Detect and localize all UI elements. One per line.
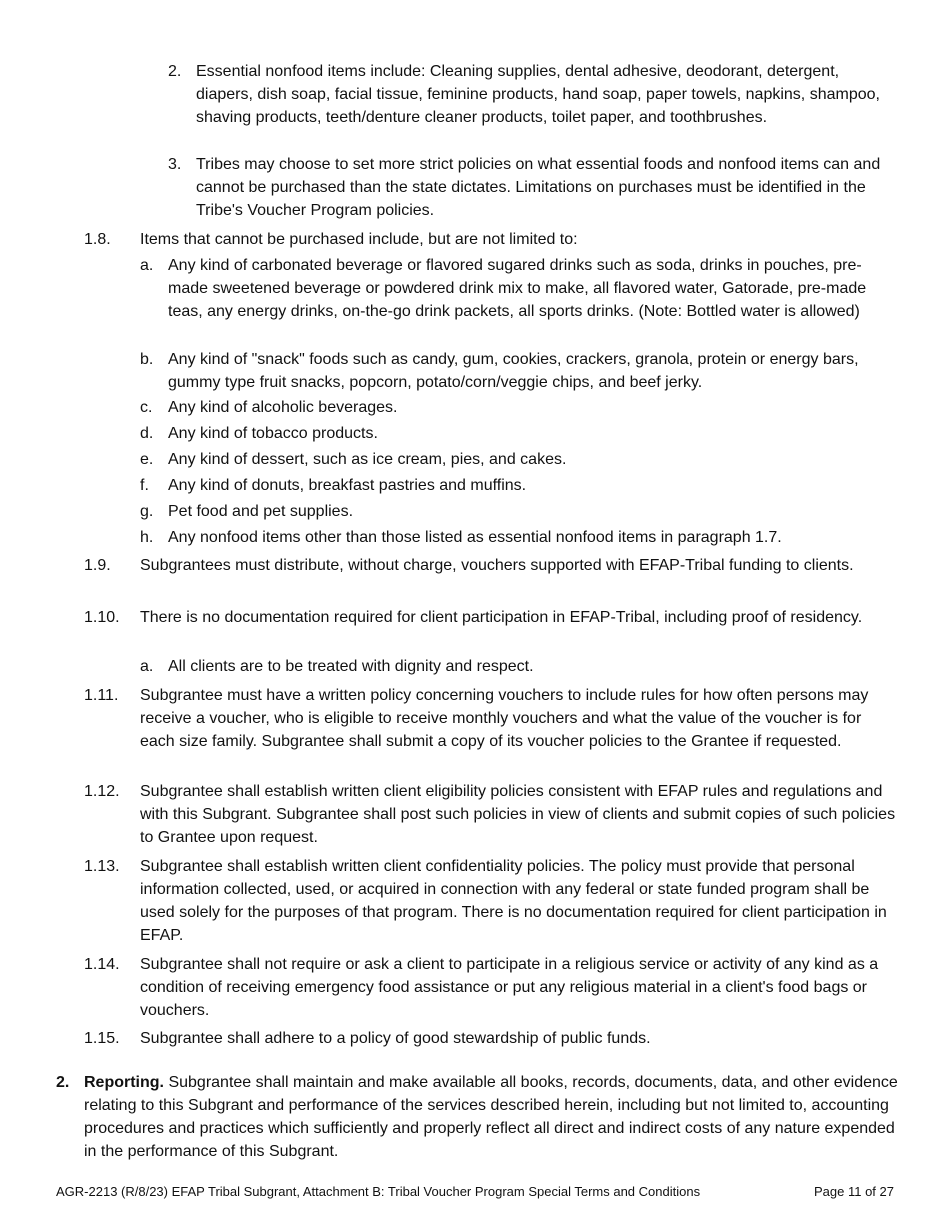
section-number: 1.12. <box>84 783 120 800</box>
section-1-13 <box>84 855 898 947</box>
sub-item-letter: c. <box>140 399 153 416</box>
section-1-10 <box>84 606 898 629</box>
list-number: 2. <box>168 63 182 80</box>
section-number: 1.14. <box>84 956 120 973</box>
sub-item-text: Any kind of "snack" foods such as candy, gum, cookies, crackers, granola, protein or energy bars, gummy type fruit snacks, popcorn, potato/corn/veggie chips, and beef jerky. <box>168 351 859 391</box>
list-item-3 <box>168 153 898 222</box>
list-item-2 <box>168 60 898 129</box>
sub-item-text: Any kind of carbonated beverage or flavored sugared drinks such as soda, drinks in pouches, pre-made sweetened beverage or powdered drink mix to make, all flavored water, Gatorade, pre-made teas, any energy drinks, on-the-go drink packets, all sports drinks. (Note: Bottled water is allowed) <box>168 257 867 320</box>
sub-item-text: All clients are to be treated with dignity and respect. <box>168 658 534 675</box>
sub-item-a <box>140 254 898 323</box>
sub-item-a <box>140 655 898 678</box>
section-number: 1.11. <box>84 687 119 704</box>
list-text: Essential nonfood items include: Cleaning supplies, dental adhesive, deodorant, detergent, diapers, dish soap, facial tissue, feminine products, hand soap, paper towels, napkins, shampoo, shaving products, teeth/denture cleaner products, toilet paper, and toothbrushes. <box>196 63 880 126</box>
list-text: Tribes may choose to set more strict policies on what essential foods and nonfood items can and cannot be purchased than the state dictates. Limitations on purchases must be identified in the Tribe's Voucher Program policies. <box>196 156 881 219</box>
sub-item-g <box>140 500 898 523</box>
sub-item-text: Any kind of alcoholic beverages. <box>168 399 398 416</box>
section-1-9 <box>84 554 898 577</box>
footer-document-id: AGR-2213 (R/8/23) EFAP Tribal Subgrant, Attachment B: Tribal Voucher Program Special Terms and Conditions <box>56 1184 701 1199</box>
section-text: Subgrantee shall establish written client eligibility policies consistent with EFAP rules and regulations and with this Subgrant. Subgrantee shall post such policies in view of clients and submit copies of such policies to Grantee upon request. <box>140 783 896 846</box>
section-heading: Reporting. <box>84 1074 164 1091</box>
section-number: 1.13. <box>84 858 120 875</box>
sub-item-letter: h. <box>140 529 154 546</box>
section-body <box>84 1071 898 1163</box>
sub-item-letter: d. <box>140 425 154 442</box>
section-text: Subgrantee shall maintain and make available all books, records, documents, data, and other evidence relating to this Subgrant and performance of the services described herein, including but not limited to, accounting procedures and practices which sufficiently and properly reflect all direct and indirect costs of any nature expended in the performance of this Subgrant. <box>84 1074 898 1160</box>
sub-item-letter: a. <box>140 658 154 675</box>
sub-item-d <box>140 422 898 445</box>
section-2-reporting <box>56 1071 898 1163</box>
footer-page-number: Page 11 of 27 <box>814 1184 894 1199</box>
section-text: Subgrantee shall establish written client confidentiality policies. The policy must provide that personal information collected, used, or acquired in connection with any federal or state funded program shall be used solely for the purposes of that program. There is no documentation required for client participation in EFAP. <box>140 858 887 944</box>
sub-item-letter: e. <box>140 451 154 468</box>
section-text: Subgrantees must distribute, without charge, vouchers supported with EFAP-Tribal funding to clients. <box>140 557 854 574</box>
section-1-12 <box>84 780 898 849</box>
list-number: 3. <box>168 156 182 173</box>
section-1-15 <box>84 1027 898 1050</box>
sub-item-c <box>140 396 898 419</box>
section-text: There is no documentation required for client participation in EFAP-Tribal, including proof of residency. <box>140 609 863 626</box>
sub-item-h <box>140 526 898 549</box>
section-1-11 <box>84 684 898 753</box>
section-number: 2. <box>56 1074 70 1091</box>
section-number: 1.15. <box>84 1030 120 1047</box>
section-number: 1.9. <box>84 557 111 574</box>
section-1-8 <box>84 228 898 251</box>
sub-item-letter: f. <box>140 477 149 494</box>
section-text: Subgrantee must have a written policy concerning vouchers to include rules for how often persons may receive a voucher, who is eligible to receive monthly vouchers and what the value of the voucher is for each size family. Subgrantee shall submit a copy of its voucher policies to the Grantee if requested. <box>140 687 869 750</box>
sub-item-text: Any kind of dessert, such as ice cream, pies, and cakes. <box>168 451 567 468</box>
section-number: 1.8. <box>84 231 111 248</box>
section-1-14 <box>84 953 898 1022</box>
sub-item-b <box>140 348 898 394</box>
sub-item-f <box>140 474 898 497</box>
sub-item-text: Any kind of tobacco products. <box>168 425 378 442</box>
sub-item-letter: b. <box>140 351 154 368</box>
section-text: Subgrantee shall not require or ask a client to participate in a religious service or activity of any kind as a condition of receiving emergency food assistance or put any religious material in a client's food bags or vouchers. <box>140 956 879 1019</box>
sub-item-text: Any kind of donuts, breakfast pastries and muffins. <box>168 477 527 494</box>
section-text: Items that cannot be purchased include, but are not limited to: <box>140 231 578 248</box>
sub-item-letter: a. <box>140 257 154 274</box>
sub-item-e <box>140 448 898 471</box>
sub-item-text: Any nonfood items other than those listed as essential nonfood items in paragraph 1.7. <box>168 529 782 546</box>
section-number: 1.10. <box>84 609 120 626</box>
section-text: Subgrantee shall adhere to a policy of good stewardship of public funds. <box>140 1030 651 1047</box>
sub-item-letter: g. <box>140 503 154 520</box>
sub-item-text: Pet food and pet supplies. <box>168 503 354 520</box>
